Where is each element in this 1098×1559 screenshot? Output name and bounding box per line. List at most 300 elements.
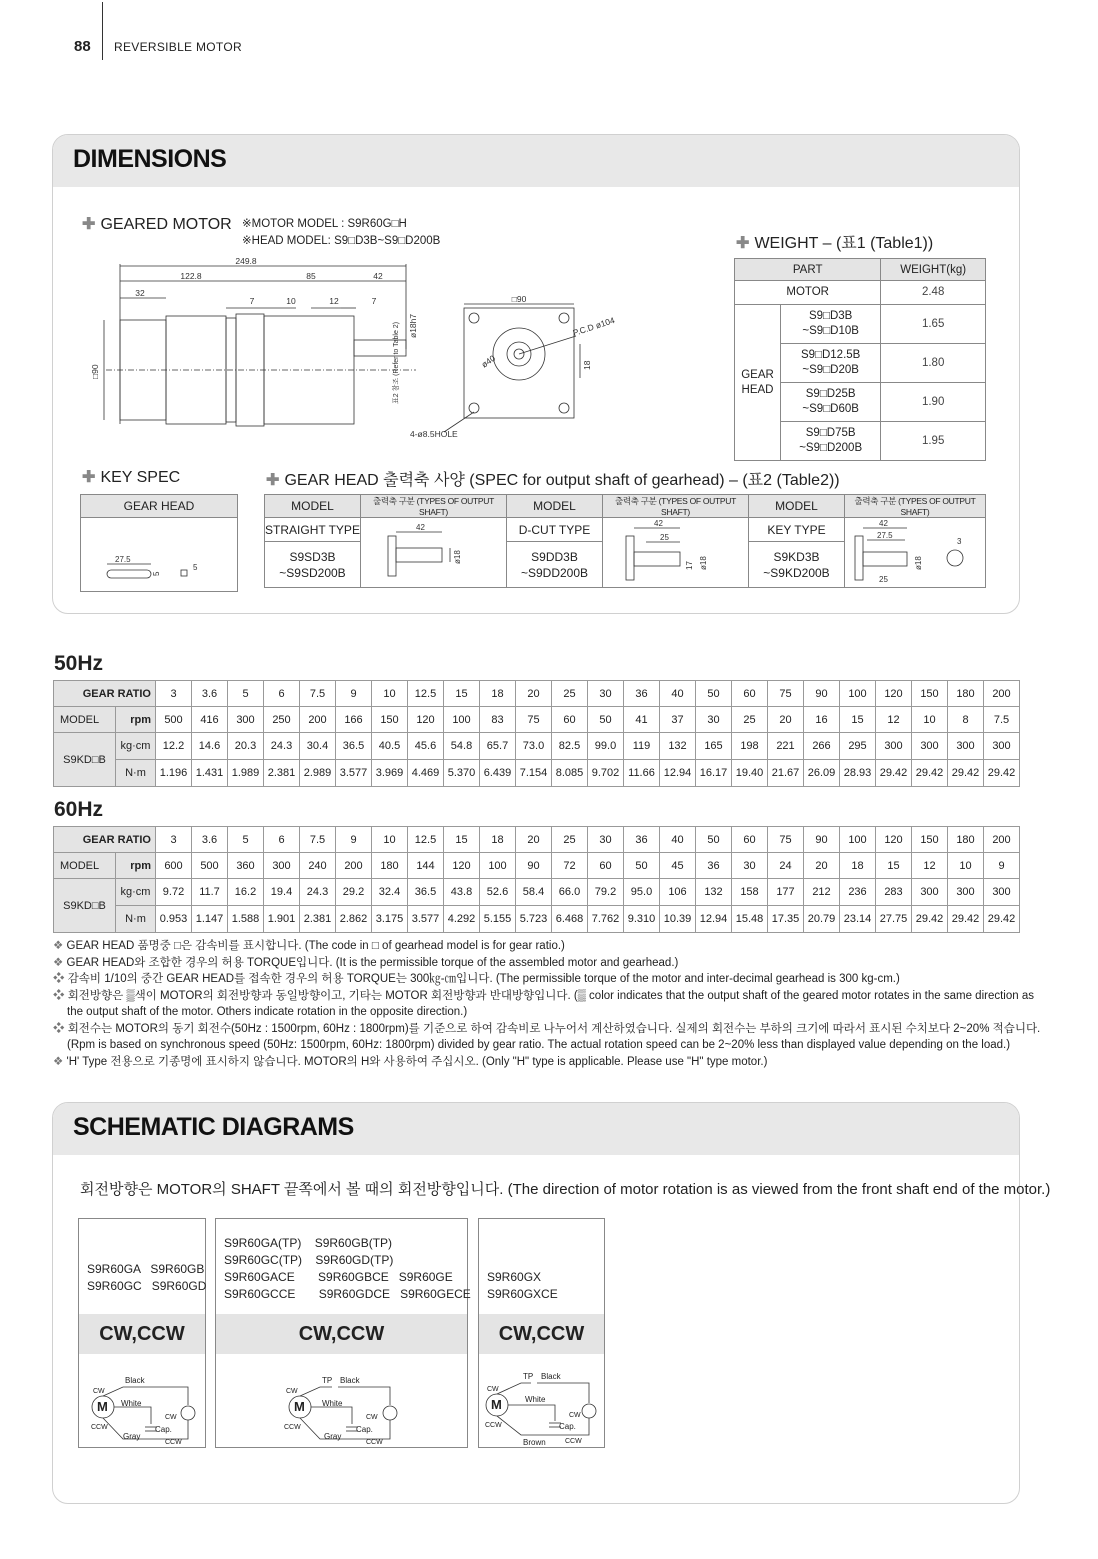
- torque-nm-value: 17.35: [768, 906, 804, 933]
- torque-kgcm-value: 58.4: [516, 879, 552, 906]
- gear-ratio-value: 15: [444, 827, 480, 853]
- straight-shaft-drawing: [364, 518, 504, 584]
- torque-kgcm-value: 95.0: [624, 879, 660, 906]
- header-divider: [102, 2, 103, 60]
- torque-kgcm-value: 132: [696, 879, 732, 906]
- wire-gray: Gray: [324, 1432, 342, 1441]
- rpm-value: 20: [804, 853, 840, 879]
- gear-ratio-value: 100: [840, 827, 876, 853]
- model-label: MODEL: [54, 707, 116, 733]
- note-line: ❖ 회전수는 MOTOR의 동기 회전수(50Hz : 1500rpm, 60Hz : 1800rpm)를 기준으로 하여 감속비로 나누어서 계산하였습니다. 실제의 회전수는 부하의 크기에 따라서 표시된 수치보다 2~20% 적습니다. (Rpm is based on synchronous speed (50Hz: 1500rpm, 60Hz: 1800rpm) divided by gear ratio. The actual rotation speed can be 2~20% less than displayed value depending on the load.): [53, 1022, 1041, 1051]
- type-dcut: D-CUT TYPE: [507, 518, 603, 542]
- torque-nm-value: 5.155: [480, 906, 516, 933]
- straight-d2: ø18: [452, 550, 462, 564]
- front-sq90: □90: [511, 294, 527, 304]
- torque-nm-value: 3.577: [336, 760, 372, 787]
- cap-label: Cap.: [356, 1425, 373, 1434]
- torque-kgcm-value: 29.2: [336, 879, 372, 906]
- torque-nm-value: 11.66: [624, 760, 660, 787]
- rpm-value: 600: [156, 853, 192, 879]
- gear-ratio-value: 5: [228, 827, 264, 853]
- wiring-diagram: [83, 1359, 203, 1447]
- cw-label: CW: [569, 1412, 581, 1419]
- spec-50-title: 50Hz: [54, 652, 104, 675]
- wire-white: White: [322, 1399, 343, 1408]
- notes-list: [53, 938, 1043, 1070]
- weight-row-value: 1.95: [881, 422, 986, 461]
- note-line: ❖ 감속비 1/10의 중간 GEAR HEAD를 접속한 경우의 허용 TORQUE는 300㎏-㎝입니다. (The permissible torque of the motor and inter-decimal gearhead is 300 kg-cm.): [53, 973, 900, 985]
- straight-drawing-cell: [361, 518, 507, 588]
- rpm-value: 8: [948, 707, 984, 733]
- gear-ratio-value: 200: [984, 827, 1020, 853]
- torque-nm-value: 1.989: [228, 760, 264, 787]
- tp-label: TP: [322, 1376, 333, 1385]
- ccw-label: CCW: [366, 1439, 383, 1446]
- dim-7b: 7: [371, 296, 377, 306]
- key-drawing: [81, 518, 237, 590]
- dcut-d4: ø18: [698, 556, 708, 570]
- torque-nm-value: 7.154: [516, 760, 552, 787]
- rpm-value: 9: [984, 853, 1020, 879]
- dimensions-title: DIMENSIONS: [73, 145, 227, 173]
- gear-ratio-value: 30: [588, 681, 624, 707]
- rpm-value: 36: [696, 853, 732, 879]
- torque-kgcm-value: 30.4: [300, 733, 336, 760]
- rpm-value: 144: [408, 853, 444, 879]
- rpm-value: 10: [912, 707, 948, 733]
- key-drawing-cell: [845, 518, 986, 588]
- schematic-title: SCHEMATIC DIAGRAMS: [73, 1113, 354, 1141]
- rpm-value: 15: [840, 707, 876, 733]
- ccw-label: CCW: [565, 1438, 582, 1445]
- torque-nm-value: 3.577: [408, 906, 444, 933]
- key-shaft-d4: ø18: [914, 556, 923, 570]
- dim-shaft: ø18h7: [408, 313, 418, 338]
- wiring-diagram: [481, 1359, 603, 1447]
- key-dim1: 27.5: [115, 555, 131, 564]
- key-shaft-d3: 25: [879, 575, 888, 584]
- key-spec-table: [80, 494, 238, 592]
- dcut-d1: 42: [653, 519, 663, 528]
- torque-nm-value: 12.94: [660, 760, 696, 787]
- key-dim2: 5: [152, 571, 161, 576]
- cap-label: Cap.: [155, 1425, 172, 1434]
- col-part: PART: [735, 259, 881, 281]
- cap-label: Cap.: [559, 1422, 576, 1431]
- torque-kgcm-value: 12.2: [156, 733, 192, 760]
- torque-kgcm-value: 119: [624, 733, 660, 760]
- gear-ratio-value: 10: [372, 681, 408, 707]
- gear-ratio-value: 6: [264, 681, 300, 707]
- schematic-models: S9R60GA S9R60GB S9R60GC S9R60GD: [87, 1262, 207, 1293]
- ccw-label: CCW: [165, 1439, 182, 1446]
- torque-nm-value: 16.17: [696, 760, 732, 787]
- torque-kgcm-value: 79.2: [588, 879, 624, 906]
- holes-label: 4-ø8.5HOLE: [410, 429, 458, 439]
- gear-ratio-value: 36: [624, 681, 660, 707]
- key-shaft-drawing: [845, 518, 985, 584]
- rpm-value: 12: [912, 853, 948, 879]
- schematic-models: S9R60GA(TP) S9R60GB(TP) S9R60GC(TP) S9R60GD(TP) S9R60GACE S9R60GBCE S9R60GE S9R60GCCE S9R60GDCE S9R60GECE: [224, 1236, 471, 1301]
- type-key: KEY TYPE: [749, 518, 845, 542]
- pcd-label: P.C.D ø104: [571, 315, 616, 338]
- torque-nm-value: 1.431: [192, 760, 228, 787]
- key-spec-label: KEY SPEC: [100, 469, 181, 486]
- gear-head-spec-heading: [266, 467, 840, 490]
- dim-18: 18: [582, 360, 592, 370]
- torque-kgcm-value: 99.0: [588, 733, 624, 760]
- dimensions-header: [53, 135, 1019, 187]
- key-spec-col: GEAR HEAD: [81, 495, 238, 518]
- torque-kgcm-value: 11.7: [192, 879, 228, 906]
- wire-white: White: [121, 1399, 142, 1408]
- rpm-value: 10: [948, 853, 984, 879]
- torque-kgcm-value: 45.6: [408, 733, 444, 760]
- torque-kgcm-value: 32.4: [372, 879, 408, 906]
- motor-weight: 2.48: [881, 281, 986, 305]
- torque-kgcm-value: 40.5: [372, 733, 408, 760]
- gear-ratio-value: 6: [264, 827, 300, 853]
- wire-black: Black: [340, 1376, 360, 1385]
- torque-kgcm-value: 295: [840, 733, 876, 760]
- nm-label: N·m: [116, 760, 156, 787]
- gear-ratio-value: 7.5: [300, 827, 336, 853]
- weight-row-value: 1.90: [881, 383, 986, 422]
- dim-7a: 7: [249, 296, 255, 306]
- gear-ratio-value: 25: [552, 681, 588, 707]
- rpm-value: 50: [624, 853, 660, 879]
- torque-kgcm-value: 158: [732, 879, 768, 906]
- torque-kgcm-value: 300: [912, 733, 948, 760]
- gear-ratio-value: 12.5: [408, 681, 444, 707]
- gear-ratio-value: 60: [732, 681, 768, 707]
- cw-label: CW: [286, 1388, 298, 1395]
- motor-label: MOTOR: [735, 281, 881, 305]
- kgcm-label: kg·cm: [116, 879, 156, 906]
- gear-ratio-value: 120: [876, 827, 912, 853]
- model-name: S9KD□B: [54, 879, 116, 933]
- rpm-value: 20: [768, 707, 804, 733]
- weight-row-value: 1.65: [881, 305, 986, 344]
- torque-nm-value: 8.085: [552, 760, 588, 787]
- rpm-value: 45: [660, 853, 696, 879]
- torque-kgcm-value: 300: [912, 879, 948, 906]
- dim-42: 42: [373, 271, 383, 281]
- gear-ratio-value: 15: [444, 681, 480, 707]
- gear-ratio-value: 12.5: [408, 827, 444, 853]
- key-spec-heading: [82, 467, 180, 487]
- ccw-label: CCW: [485, 1422, 502, 1429]
- refer-table2: 표2 참조 (Refer to Table 2): [393, 321, 400, 404]
- torque-nm-value: 3.969: [372, 760, 408, 787]
- gear-ratio-value: 90: [804, 827, 840, 853]
- torque-nm-value: 29.42: [984, 906, 1020, 933]
- torque-nm-value: 6.468: [552, 906, 588, 933]
- gear-ratio-value: 180: [948, 681, 984, 707]
- gear-ratio-value: 20: [516, 681, 552, 707]
- rpm-value: 360: [228, 853, 264, 879]
- col-weight: WEIGHT(kg): [881, 259, 986, 281]
- dim-122: 122.8: [180, 271, 202, 281]
- gear-ratio-value: 75: [768, 827, 804, 853]
- torque-nm-value: 1.196: [156, 760, 192, 787]
- plus-icon: ✚: [266, 472, 280, 489]
- col-model: MODEL: [507, 495, 603, 518]
- page-title: REVERSIBLE MOTOR: [114, 40, 242, 54]
- schematic-box: [478, 1218, 605, 1448]
- rpm-value: 100: [444, 707, 480, 733]
- torque-nm-value: 29.42: [948, 906, 984, 933]
- cw-label: CW: [165, 1414, 177, 1421]
- note-line: ❖ 'H' Type 전용으로 기종명에 표시하지 않습니다. MOTOR의 H와 사용하여 주십시오. (Only "H" type is applicable. Please use "H" type motor.): [53, 1055, 768, 1068]
- spec-50-table: [53, 680, 1020, 787]
- rpm-value: 30: [696, 707, 732, 733]
- torque-nm-value: 0.953: [156, 906, 192, 933]
- torque-kgcm-value: 300: [948, 879, 984, 906]
- torque-kgcm-value: 283: [876, 879, 912, 906]
- torque-kgcm-value: 14.6: [192, 733, 228, 760]
- rpm-value: 15: [876, 853, 912, 879]
- torque-nm-value: 29.42: [912, 906, 948, 933]
- torque-kgcm-value: 65.7: [480, 733, 516, 760]
- torque-nm-value: 29.42: [984, 760, 1020, 787]
- torque-nm-value: 29.42: [876, 760, 912, 787]
- wire-black: Black: [125, 1376, 145, 1385]
- dia40-label: ø40: [479, 353, 498, 370]
- rotation-direction: CW,CCW: [479, 1314, 604, 1354]
- gear-ratio-value: 180: [948, 827, 984, 853]
- gear-ratio-value: 20: [516, 827, 552, 853]
- rpm-value: 75: [516, 707, 552, 733]
- nm-label: N·m: [116, 906, 156, 933]
- torque-nm-value: 7.762: [588, 906, 624, 933]
- gear-ratio-value: 18: [480, 681, 516, 707]
- gear-ratio-value: 30: [588, 827, 624, 853]
- torque-nm-value: 20.79: [804, 906, 840, 933]
- rpm-value: 30: [732, 853, 768, 879]
- gear-ratio-value: 40: [660, 827, 696, 853]
- torque-kgcm-value: 73.0: [516, 733, 552, 760]
- type-straight: STRAIGHT TYPE: [265, 518, 361, 542]
- gear-ratio-value: 3: [156, 681, 192, 707]
- motor-symbol: M: [294, 1399, 305, 1414]
- torque-kgcm-value: 106: [660, 879, 696, 906]
- kgcm-label: kg·cm: [116, 733, 156, 760]
- torque-kgcm-value: 66.0: [552, 879, 588, 906]
- torque-kgcm-value: 132: [660, 733, 696, 760]
- tp-label: TP: [523, 1372, 534, 1381]
- torque-nm-value: 2.989: [300, 760, 336, 787]
- rpm-value: 200: [300, 707, 336, 733]
- weight-table: [734, 258, 986, 461]
- dim-249: 249.8: [235, 256, 257, 266]
- gear-ratio-value: 9: [336, 681, 372, 707]
- torque-nm-value: 6.439: [480, 760, 516, 787]
- rpm-value: 300: [264, 853, 300, 879]
- rpm-value: 12: [876, 707, 912, 733]
- rpm-value: 18: [840, 853, 876, 879]
- torque-nm-value: 2.381: [264, 760, 300, 787]
- wire-gray: Gray: [123, 1432, 141, 1441]
- rpm-value: 500: [156, 707, 192, 733]
- rotation-direction: CW,CCW: [216, 1314, 467, 1354]
- rpm-value: 120: [408, 707, 444, 733]
- rpm-value: 90: [516, 853, 552, 879]
- key-spec-drawing-cell: [81, 518, 238, 592]
- rpm-value: 300: [228, 707, 264, 733]
- dim-12: 12: [329, 296, 339, 306]
- weight-row-part: S9□D3B ~S9□D10B: [781, 305, 881, 344]
- gear-ratio-value: 50: [696, 827, 732, 853]
- dim-sq90: □90: [90, 364, 100, 379]
- note-line: ❖ 회전방향은 ▒색이 MOTOR의 회전방향과 동일방향이고, 기타는 MOTOR 회전방향과 반대방향입니다. (▒ color indicates that the output shaft of the geared motor rotates in the same direction as the output shaft of the motor. Others indicate rotation in the opposite direction.): [53, 989, 1034, 1018]
- rpm-value: 7.5: [984, 707, 1020, 733]
- rpm-label: rpm: [116, 707, 156, 733]
- dim-32: 32: [135, 288, 145, 298]
- torque-nm-value: 29.42: [948, 760, 984, 787]
- col-types: 출력축 구분 (TYPES OF OUTPUT SHAFT): [603, 495, 749, 518]
- gear-ratio-label: GEAR RATIO: [54, 827, 156, 853]
- wire-brown: Brown: [523, 1438, 546, 1447]
- torque-nm-value: 3.175: [372, 906, 408, 933]
- torque-nm-value: 27.75: [876, 906, 912, 933]
- torque-kgcm-value: 212: [804, 879, 840, 906]
- dcut-d3: 17: [684, 561, 694, 570]
- gear-ratio-value: 7.5: [300, 681, 336, 707]
- gear-ratio-value: 18: [480, 827, 516, 853]
- spec-60-title: 60Hz: [54, 798, 104, 821]
- note-line: ❖ GEAR HEAD와 조합한 경우의 허용 TORQUE입니다. (It is the permissible torque of the assembled motor and gearhead.): [53, 956, 679, 969]
- torque-kgcm-value: 300: [948, 733, 984, 760]
- weight-row-part: S9□D12.5B ~S9□D20B: [781, 344, 881, 383]
- torque-kgcm-value: 266: [804, 733, 840, 760]
- torque-nm-value: 4.292: [444, 906, 480, 933]
- gear-ratio-value: 100: [840, 681, 876, 707]
- gear-ratio-value: 5: [228, 681, 264, 707]
- rotation-direction: CW,CCW: [79, 1314, 205, 1354]
- geared-motor-heading: [82, 214, 232, 234]
- rpm-value: 240: [300, 853, 336, 879]
- gear-ratio-value: 90: [804, 681, 840, 707]
- gear-ratio-value: 25: [552, 827, 588, 853]
- straight-d1: 42: [415, 523, 425, 532]
- torque-kgcm-value: 16.2: [228, 879, 264, 906]
- torque-kgcm-value: 300: [984, 879, 1020, 906]
- gear-ratio-value: 3.6: [192, 827, 228, 853]
- torque-nm-value: 1.901: [264, 906, 300, 933]
- rpm-value: 416: [192, 707, 228, 733]
- weight-label: WEIGHT – (표1 (Table1)): [754, 235, 934, 252]
- col-types: 출력축 구분 (TYPES OF OUTPUT SHAFT): [361, 495, 507, 518]
- motor-symbol: M: [491, 1397, 502, 1412]
- weight-heading: [736, 230, 933, 253]
- key-dim3: 5: [193, 563, 198, 572]
- torque-kgcm-value: 300: [984, 733, 1020, 760]
- gear-head-label: GEAR HEAD: [735, 305, 781, 461]
- rpm-value: 25: [732, 707, 768, 733]
- torque-kgcm-value: 177: [768, 879, 804, 906]
- gear-ratio-label: GEAR RATIO: [54, 681, 156, 707]
- torque-kgcm-value: 300: [876, 733, 912, 760]
- ccw-label: CCW: [284, 1424, 301, 1431]
- rpm-value: 250: [264, 707, 300, 733]
- gear-ratio-value: 150: [912, 827, 948, 853]
- weight-row-value: 1.80: [881, 344, 986, 383]
- torque-nm-value: 12.94: [696, 906, 732, 933]
- rpm-label: rpm: [116, 853, 156, 879]
- torque-nm-value: 5.723: [516, 906, 552, 933]
- torque-nm-value: 1.588: [228, 906, 264, 933]
- torque-nm-value: 26.09: [804, 760, 840, 787]
- schematic-box: [78, 1218, 206, 1448]
- rpm-value: 83: [480, 707, 516, 733]
- motor-model-note: ※MOTOR MODEL : S9R60G□H: [242, 218, 407, 230]
- torque-kgcm-value: 24.3: [300, 879, 336, 906]
- wiring-diagram: [280, 1359, 410, 1447]
- model-straight: S9SD3B ~S9SD200B: [265, 542, 361, 588]
- gear-ratio-value: 40: [660, 681, 696, 707]
- rpm-value: 37: [660, 707, 696, 733]
- torque-kgcm-value: 43.8: [444, 879, 480, 906]
- rpm-value: 180: [372, 853, 408, 879]
- torque-kgcm-value: 52.6: [480, 879, 516, 906]
- gear-ratio-value: 75: [768, 681, 804, 707]
- torque-nm-value: 2.381: [300, 906, 336, 933]
- plus-icon: ✚: [82, 216, 96, 233]
- key-shaft-d1: 42: [879, 519, 888, 528]
- schematic-intro: 회전방향은 MOTOR의 SHAFT 끝쪽에서 볼 때의 회전방향입니다. (The direction of motor rotation is as viewed from the front shaft end of the motor.): [80, 1181, 1051, 1198]
- torque-kgcm-value: 236: [840, 879, 876, 906]
- head-model-note: ※HEAD MODEL: S9□D3B~S9□D200B: [242, 235, 441, 247]
- torque-nm-value: 15.48: [732, 906, 768, 933]
- rpm-value: 50: [588, 707, 624, 733]
- schematic-models: S9R60GX S9R60GXCE: [487, 1270, 558, 1301]
- motor-symbol: M: [97, 1399, 108, 1414]
- note-line: ❖ GEAR HEAD 품명중 □은 감속비를 표시합니다. (The code in □ of gearhead model is for gear ratio.): [53, 940, 565, 952]
- torque-kgcm-value: 82.5: [552, 733, 588, 760]
- rpm-value: 500: [192, 853, 228, 879]
- rpm-value: 100: [480, 853, 516, 879]
- gear-ratio-value: 36: [624, 827, 660, 853]
- gear-ratio-value: 50: [696, 681, 732, 707]
- weight-row-part: S9□D25B ~S9□D60B: [781, 383, 881, 422]
- torque-nm-value: 1.147: [192, 906, 228, 933]
- torque-nm-value: 29.42: [912, 760, 948, 787]
- rpm-value: 24: [768, 853, 804, 879]
- gear-head-spec-table: [264, 494, 986, 588]
- torque-kgcm-value: 36.5: [408, 879, 444, 906]
- cw-label: CW: [366, 1414, 378, 1421]
- gear-head-spec-label: GEAR HEAD 출력축 사양 (SPEC for output shaft of gearhead) – (표2 (Table2)): [284, 472, 840, 489]
- model-dcut: S9DD3B ~S9DD200B: [507, 542, 603, 588]
- ccw-label: CCW: [91, 1424, 108, 1431]
- schematic-box: [215, 1218, 471, 1448]
- col-model: MODEL: [265, 495, 361, 518]
- dim-85: 85: [306, 271, 316, 281]
- torque-kgcm-value: 198: [732, 733, 768, 760]
- torque-kgcm-value: 19.4: [264, 879, 300, 906]
- key-shaft-d2: 27.5: [877, 531, 893, 540]
- gear-ratio-value: 200: [984, 681, 1020, 707]
- gear-ratio-value: 3: [156, 827, 192, 853]
- spec-60-table: [53, 826, 1020, 933]
- geared-motor-label: GEARED MOTOR: [100, 216, 232, 233]
- torque-kgcm-value: 221: [768, 733, 804, 760]
- dim-10: 10: [286, 296, 296, 306]
- torque-kgcm-value: 54.8: [444, 733, 480, 760]
- torque-nm-value: 10.39: [660, 906, 696, 933]
- gear-ratio-value: 150: [912, 681, 948, 707]
